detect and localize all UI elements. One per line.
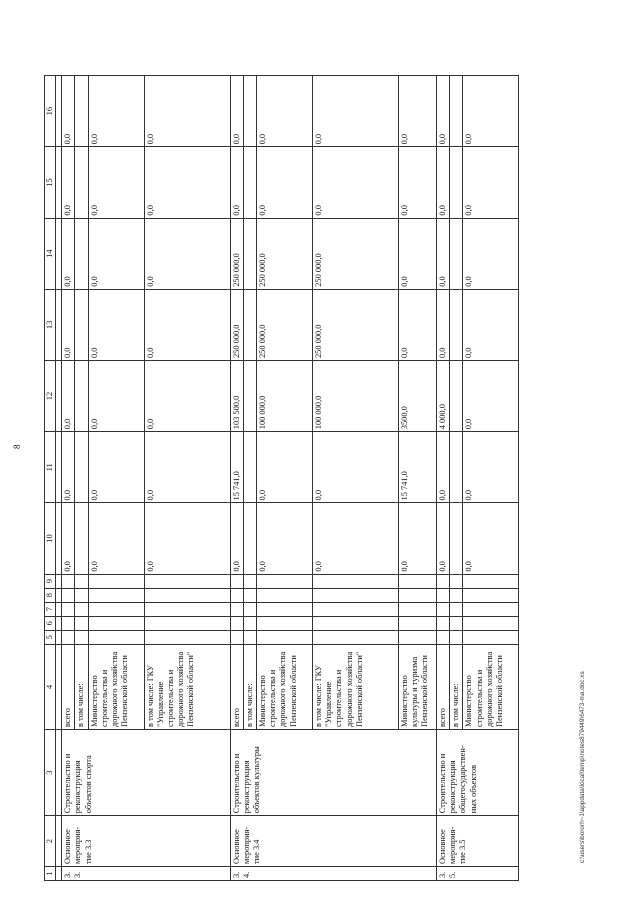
activity-description: Строительство и реконструкция общегосударствен-ных объектов xyxy=(437,729,519,815)
header-cell: 13 xyxy=(45,289,56,360)
value-cell xyxy=(450,76,463,147)
empty-cell xyxy=(144,588,230,602)
empty-cell xyxy=(88,602,144,616)
value-cell: 0,0 xyxy=(257,503,313,574)
value-cell: 100 000,0 xyxy=(257,361,313,432)
empty-cell xyxy=(75,616,88,630)
funding-source: Министерство строительства и дорожного хозяйства Пензенской области xyxy=(88,644,144,729)
empty-cell xyxy=(399,574,437,588)
empty-cell xyxy=(230,602,243,616)
empty-cell xyxy=(230,588,243,602)
value-cell xyxy=(450,432,463,503)
header-cell: 9 xyxy=(45,574,56,588)
value-cell xyxy=(75,503,88,574)
empty-cell xyxy=(437,630,450,644)
table-row xyxy=(230,76,243,881)
empty-cell xyxy=(437,602,450,616)
value-cell: 0,0 xyxy=(88,76,144,147)
empty-cell xyxy=(243,616,256,630)
value-cell: 0,0 xyxy=(144,361,230,432)
header-cell: 2 xyxy=(45,816,56,867)
value-cell xyxy=(243,361,256,432)
empty-cell xyxy=(437,616,450,630)
value-cell: 0,0 xyxy=(437,147,450,218)
table-row xyxy=(62,76,75,881)
value-cell: 0,0 xyxy=(144,147,230,218)
value-cell: 0,0 xyxy=(144,76,230,147)
value-cell: 0,0 xyxy=(88,218,144,289)
value-cell: 0,0 xyxy=(257,76,313,147)
value-cell: 0,0 xyxy=(62,503,75,574)
header-cell: 4 xyxy=(45,644,56,729)
empty-cell xyxy=(399,630,437,644)
value-cell xyxy=(450,147,463,218)
page-number: 8 xyxy=(12,444,22,449)
empty-cell xyxy=(230,574,243,588)
value-cell xyxy=(75,218,88,289)
value-cell: 0,0 xyxy=(62,147,75,218)
empty-cell xyxy=(88,616,144,630)
value-cell xyxy=(75,289,88,360)
value-cell: 0,0 xyxy=(230,147,243,218)
footer-path: c:\users\bororh~1\appdata\local\temp\notes879449\6473-ma.doc.xs xyxy=(579,671,586,863)
funding-source: в том числе: ГКУ "Управление строительства и дорожного хозяйства Пензенской области" xyxy=(144,644,230,729)
empty-cell xyxy=(75,602,88,616)
funding-source: в том числе: ГКУ "Управление строительства и дорожного хозяйства Пензенской области" xyxy=(313,644,399,729)
empty-cell xyxy=(450,602,463,616)
empty-cell xyxy=(62,602,75,616)
empty-cell xyxy=(313,588,399,602)
value-cell xyxy=(243,432,256,503)
empty-cell xyxy=(230,616,243,630)
value-cell xyxy=(75,432,88,503)
value-cell: 0,0 xyxy=(62,361,75,432)
empty-cell xyxy=(75,574,88,588)
value-cell: 250 000,0 xyxy=(257,218,313,289)
table-row xyxy=(437,76,450,881)
row-number: 3.3. xyxy=(62,866,230,880)
value-cell: 0,0 xyxy=(399,289,437,360)
value-cell: 0,0 xyxy=(88,361,144,432)
value-cell: 0,0 xyxy=(88,432,144,503)
empty-cell xyxy=(88,630,144,644)
value-cell: 0,0 xyxy=(463,289,519,360)
header-cell: 16 xyxy=(45,76,56,147)
value-cell: 0,0 xyxy=(437,289,450,360)
empty-cell xyxy=(463,602,519,616)
value-cell: 0,0 xyxy=(399,503,437,574)
value-cell: 250 000,0 xyxy=(230,218,243,289)
empty-cell xyxy=(463,616,519,630)
value-cell: 0,0 xyxy=(463,76,519,147)
empty-cell xyxy=(450,630,463,644)
empty-cell xyxy=(257,616,313,630)
value-cell xyxy=(450,503,463,574)
funding-source: всего xyxy=(62,644,75,729)
value-cell xyxy=(450,289,463,360)
funding-source: Министерство строительства и дорожного хозяйства Пензенской области xyxy=(257,644,313,729)
value-cell: 0,0 xyxy=(88,289,144,360)
empty-cell xyxy=(463,588,519,602)
value-cell xyxy=(243,289,256,360)
value-cell xyxy=(75,361,88,432)
empty-cell xyxy=(437,588,450,602)
empty-cell xyxy=(144,616,230,630)
value-cell: 0,0 xyxy=(62,432,75,503)
value-cell: 15 741,0 xyxy=(230,432,243,503)
value-cell: 0,0 xyxy=(463,503,519,574)
empty-cell xyxy=(144,602,230,616)
value-cell: 0,0 xyxy=(144,503,230,574)
funding-source: Министерство культуры и туризма Пензенской области xyxy=(399,644,437,729)
empty-cell xyxy=(230,630,243,644)
value-cell: 0,0 xyxy=(62,289,75,360)
header-row xyxy=(45,76,56,881)
empty-cell xyxy=(88,574,144,588)
value-cell: 0,0 xyxy=(463,147,519,218)
value-cell: 0,0 xyxy=(313,76,399,147)
value-cell: 0,0 xyxy=(144,289,230,360)
value-cell: 103 500,0 xyxy=(230,361,243,432)
value-cell: 250 000,0 xyxy=(230,289,243,360)
empty-cell xyxy=(62,574,75,588)
empty-cell xyxy=(88,588,144,602)
empty-cell xyxy=(257,602,313,616)
empty-cell xyxy=(399,588,437,602)
empty-cell xyxy=(450,574,463,588)
funding-source: Министерство строительства и дорожного хозяйства Пензенской области xyxy=(463,644,519,729)
value-cell xyxy=(243,503,256,574)
empty-cell xyxy=(144,574,230,588)
empty-cell xyxy=(257,574,313,588)
value-cell: 15 741,0 xyxy=(399,432,437,503)
value-cell: 0,0 xyxy=(62,76,75,147)
rotated-page xyxy=(12,45,586,885)
value-cell: 0,0 xyxy=(313,503,399,574)
empty-cell xyxy=(463,630,519,644)
header-cell: 14 xyxy=(45,218,56,289)
header-cell: 6 xyxy=(45,616,56,630)
value-cell: 0,0 xyxy=(62,218,75,289)
value-cell: 0,0 xyxy=(463,432,519,503)
header-cell: 1 xyxy=(45,866,56,880)
empty-cell xyxy=(62,630,75,644)
activity-name: Основное мероприя-тие 3.3 xyxy=(62,816,230,867)
value-cell: 0,0 xyxy=(463,218,519,289)
activity-description: Строительство и реконструкция объектов спорта xyxy=(62,729,230,815)
header-cell: 12 xyxy=(45,361,56,432)
empty-cell xyxy=(144,630,230,644)
empty-cell xyxy=(399,602,437,616)
value-cell: 0,0 xyxy=(399,218,437,289)
value-cell: 0,0 xyxy=(437,432,450,503)
value-cell xyxy=(75,147,88,218)
value-cell: 0,0 xyxy=(257,147,313,218)
value-cell: 0,0 xyxy=(88,503,144,574)
header-cell: 11 xyxy=(45,432,56,503)
empty-cell xyxy=(75,588,88,602)
empty-cell xyxy=(313,602,399,616)
empty-cell xyxy=(243,574,256,588)
value-cell: 0,0 xyxy=(463,361,519,432)
value-cell xyxy=(243,147,256,218)
value-cell: 0,0 xyxy=(399,76,437,147)
value-cell: 0,0 xyxy=(144,218,230,289)
value-cell xyxy=(75,76,88,147)
header-cell: 7 xyxy=(45,602,56,616)
funding-source: в том числе: xyxy=(243,644,256,729)
value-cell: 250 000,0 xyxy=(313,289,399,360)
value-cell: 0,0 xyxy=(437,76,450,147)
funding-source: в том числе: xyxy=(75,644,88,729)
value-cell: 100 000,0 xyxy=(313,361,399,432)
empty-cell xyxy=(62,588,75,602)
empty-cell xyxy=(243,630,256,644)
empty-cell xyxy=(75,630,88,644)
empty-cell xyxy=(313,574,399,588)
row-number: 3.4. xyxy=(230,866,436,880)
value-cell: 250 000,0 xyxy=(257,289,313,360)
program-table xyxy=(44,75,519,881)
empty-cell xyxy=(62,616,75,630)
empty-cell xyxy=(313,616,399,630)
value-cell xyxy=(450,361,463,432)
value-cell: 3500,0 xyxy=(399,361,437,432)
funding-source: всего xyxy=(437,644,450,729)
value-cell: 0,0 xyxy=(399,147,437,218)
value-cell: 4 000,0 xyxy=(437,361,450,432)
empty-cell xyxy=(437,574,450,588)
activity-description: Строительство и реконструкция объектов культуры xyxy=(230,729,436,815)
value-cell xyxy=(243,76,256,147)
empty-cell xyxy=(313,630,399,644)
empty-cell xyxy=(243,602,256,616)
empty-cell xyxy=(257,630,313,644)
empty-cell xyxy=(450,616,463,630)
header-cell: 5 xyxy=(45,630,56,644)
value-cell: 0,0 xyxy=(437,218,450,289)
value-cell: 0,0 xyxy=(257,432,313,503)
value-cell: 0,0 xyxy=(313,432,399,503)
value-cell xyxy=(450,218,463,289)
activity-name: Основное мероприя-тие 3.4 xyxy=(230,816,436,867)
value-cell: 0,0 xyxy=(313,147,399,218)
header-cell: 8 xyxy=(45,588,56,602)
empty-cell xyxy=(450,588,463,602)
empty-cell xyxy=(243,588,256,602)
value-cell: 0,0 xyxy=(230,503,243,574)
funding-source: всего xyxy=(230,644,243,729)
value-cell: 0,0 xyxy=(88,147,144,218)
header-cell: 15 xyxy=(45,147,56,218)
value-cell: 0,0 xyxy=(437,503,450,574)
header-cell: 10 xyxy=(45,503,56,574)
empty-cell xyxy=(399,616,437,630)
empty-cell xyxy=(257,588,313,602)
value-cell xyxy=(243,218,256,289)
value-cell: 0,0 xyxy=(144,432,230,503)
row-number: 3.5. xyxy=(437,866,519,880)
funding-source: в том числе: xyxy=(450,644,463,729)
empty-cell xyxy=(463,574,519,588)
activity-name: Основное мероприя-тие 3.5 xyxy=(437,816,519,867)
header-cell: 3 xyxy=(45,729,56,815)
value-cell: 0,0 xyxy=(230,76,243,147)
value-cell: 250 000,0 xyxy=(313,218,399,289)
